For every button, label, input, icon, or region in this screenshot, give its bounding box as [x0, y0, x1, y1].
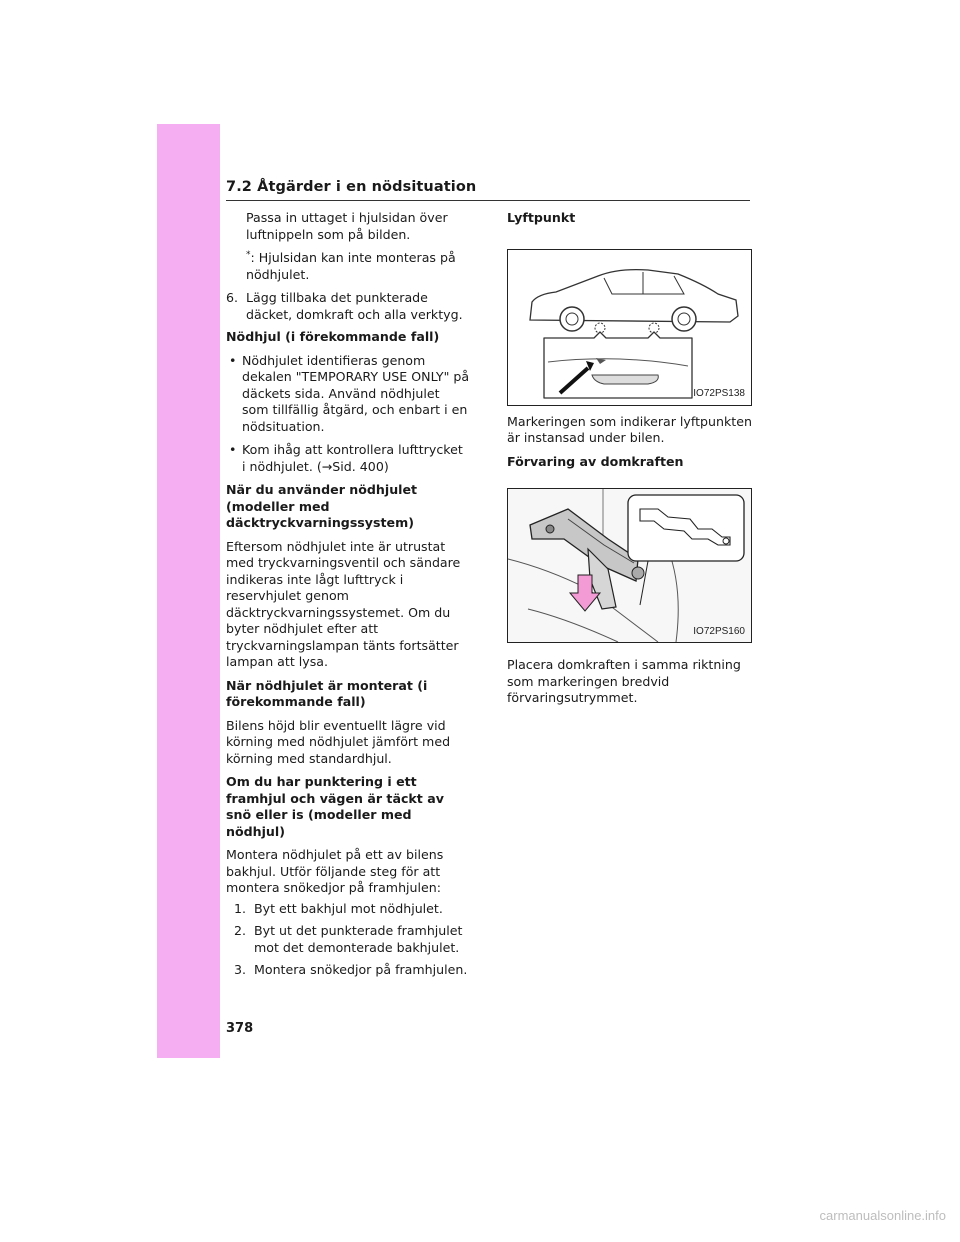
heading-snow: Om du har punktering i ett framhjul och vägen är täckt av snö eller is (modeller med nödhjul) — [226, 774, 444, 839]
bullet-dot: • — [229, 442, 237, 457]
heading-lift-point: Lyftpunkt — [507, 210, 576, 225]
jack-storage-illustration — [508, 489, 751, 642]
step-text: Byt ut det punkterade framhjulet mot det demonterade bakhjulet. — [254, 923, 463, 955]
paragraph-jack-storage: Placera domkraften i samma riktning som markeringen bredvid förvaringsutrymmet. — [507, 657, 741, 705]
bullet-text: Kom ihåg att kontrollera lufttrycket i nödhjulet. (→Sid. 400) — [242, 442, 463, 474]
right-column — [507, 210, 752, 714]
step-number: 6. — [226, 290, 239, 305]
heading-mounted: När nödhjulet är monterat (i förekommande fall) — [226, 677, 428, 709]
chapter-tab-sidebar — [157, 124, 220, 1058]
bullet-item — [226, 353, 470, 436]
step-text: Lägg tillbaka det punkterade däcket, domkraft och alla verktyg. — [246, 290, 463, 322]
section-title: 7.2 Åtgärder i en nödsituation — [226, 179, 477, 195]
hubcap-note — [226, 250, 470, 283]
heading-tpws: När du använder nödhjulet (modeller med däcktryckvarningssystem) — [226, 482, 418, 530]
lift-point-figure — [507, 249, 752, 406]
step-number: 1. — [234, 900, 247, 916]
paragraph-tpws: Eftersom nödhjulet inte är utrustat med tryckvarningsventil och sändare indikeras inte lågt lufttryck i reservhjulet genom däcktryckvarningssystemet. Om du byter nödhjulet efter att tryckvarningslampan tänts fortsätter lampan att lysa. — [226, 538, 461, 669]
step-6 — [226, 290, 470, 323]
heading-spare-wheel: Nödhjul (i förekommande fall) — [226, 329, 440, 344]
watermark-link[interactable]: carmanualsonline.info — [819, 1208, 946, 1223]
step-2 — [234, 923, 470, 956]
jack-storage-figure — [507, 488, 752, 643]
bullet-text: Nödhjulet identifieras genom dekalen "TEMPORARY USE ONLY" på däckets sida. Använd nödhjulet som tillfällig åtgärd, och enbart i en nödsituation. — [242, 352, 470, 434]
section-header — [226, 178, 750, 201]
paragraph-snow: Montera nödhjulet på ett av bilens bakhjul. Utför följande steg för att montera snökedjor på framhjulen: — [226, 847, 444, 895]
car-lift-point-illustration — [508, 250, 751, 405]
step-1 — [234, 901, 470, 918]
figure-code: IO72PS160 — [693, 625, 745, 637]
figure-code: IO72PS138 — [693, 388, 745, 399]
paragraph-lift-point: Markeringen som indikerar lyftpunkten är instansad under bilen. — [507, 413, 752, 445]
step-number: 2. — [234, 923, 247, 938]
heading-jack-storage: Förvaring av domkraften — [507, 453, 684, 469]
step-text: Montera snökedjor på framhjulen. — [254, 962, 468, 977]
bullet-dot: • — [229, 352, 237, 368]
intro-paragraph: Passa in uttaget i hjulsidan över luftnippeln som på bilden. — [246, 210, 448, 242]
paragraph-mounted: Bilens höjd blir eventuellt lägre vid körning med nödhjulet jämfört med körning med standardhjul. — [226, 717, 451, 766]
step-number: 3. — [234, 962, 247, 977]
step-3 — [234, 962, 470, 979]
hubcap-note-text: : Hjulsidan kan inte monteras på nödhjulet. — [246, 250, 456, 282]
page-number: 378 — [226, 1021, 254, 1036]
note-star: * — [246, 249, 251, 260]
left-column — [226, 210, 470, 985]
step-text: Byt ett bakhjul mot nödhjulet. — [254, 900, 443, 916]
bullet-item — [226, 442, 470, 475]
